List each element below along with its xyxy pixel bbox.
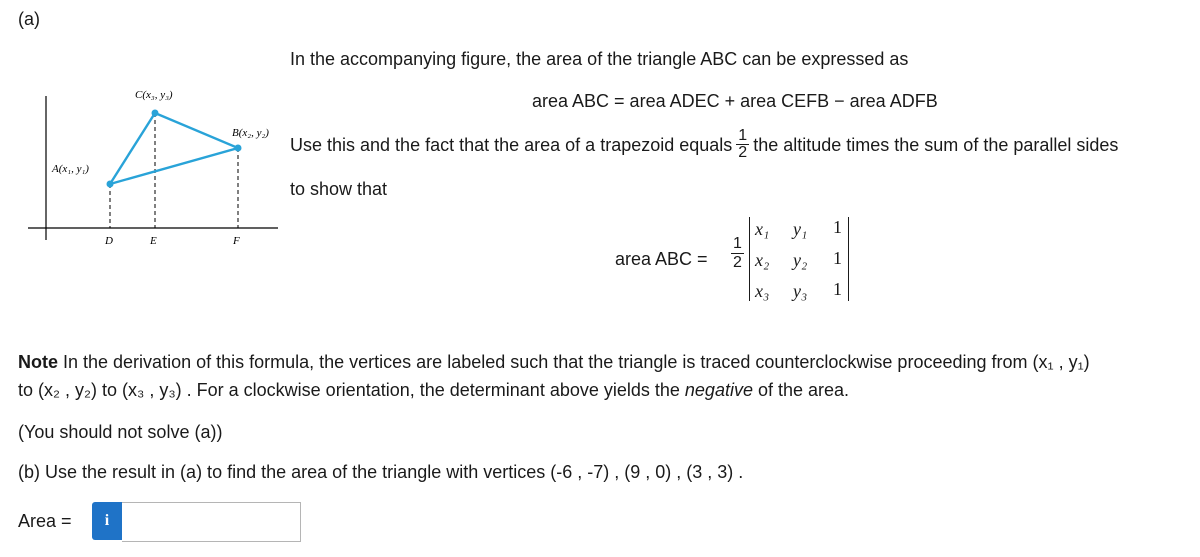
no-solve-text: (You should not solve (a)): [18, 422, 223, 442]
formula-lhs: area ABC =: [615, 249, 708, 269]
determinant-formula: [615, 215, 865, 305]
area-label: Area =: [18, 511, 72, 531]
triangle-figure: [28, 80, 288, 260]
note-negative: negative: [684, 380, 753, 400]
formula-numerator: 1: [733, 235, 742, 252]
label-c: C(x₃, y₃): [135, 89, 173, 101]
vertex-c: [152, 110, 159, 117]
area-answer-input[interactable]: [122, 502, 301, 542]
fraction-denominator: 2: [738, 144, 748, 161]
vertex-b: [235, 145, 242, 152]
note-bold: Note: [18, 352, 58, 372]
label-b: B(x₂, y₂): [232, 127, 269, 139]
note-line2-pre: to (x₂ , y₂) to (x₃ , y₃) . For a clockwise orientation, the determinant above yields the: [18, 380, 685, 400]
intro-text: In the accompanying figure, the area of the triangle ABC can be expressed as: [290, 49, 909, 69]
trapezoid-text-after: the altitude times the sum of the parallel sides: [753, 134, 1119, 155]
vertex-a: [107, 181, 114, 188]
part-a-label: (a): [18, 9, 40, 29]
trapezoid-sentence: [290, 128, 1118, 161]
label-f: F: [233, 235, 240, 247]
show-that-text: to show that: [290, 179, 388, 199]
det-cell-x1: x₁: [755, 219, 770, 239]
label-d: D: [105, 235, 113, 247]
info-icon[interactable]: i: [92, 502, 122, 540]
det-cell-y3: y₃: [793, 281, 808, 301]
trapezoid-text-before: Use this and the fact that the area of a trapezoid equals: [290, 134, 733, 155]
note-line2-post: of the area.: [752, 380, 850, 400]
one-half-fraction: [736, 128, 749, 161]
det-left-bar: [749, 217, 750, 301]
det-cell-x2: x₂: [755, 250, 770, 270]
formula-fraction: [731, 235, 744, 272]
det-cell-one-2: 1: [833, 248, 842, 268]
det-right-bar: [848, 217, 849, 301]
det-cell-x3: x₃: [755, 281, 770, 301]
note-line1-text: In the derivation of this formula, the vertices are labeled such that the triangle is traced counterclockwise proceeding from (x₁ , y₁): [58, 352, 1090, 372]
note-line-2: [18, 379, 849, 401]
triangle-abc: [110, 113, 238, 184]
part-b-question: (b) Use the result in (a) to find the area of the triangle with vertices (-6 , -7) , (9 , 0) , (3 , 3) .: [18, 462, 744, 482]
det-cell-y2: y₂: [793, 250, 808, 270]
fraction-numerator: 1: [738, 127, 748, 144]
label-a: A(x₁, y₁): [52, 163, 89, 175]
formula-denominator: 2: [733, 254, 742, 271]
label-e: E: [150, 235, 157, 247]
note-line-1: [18, 351, 1090, 373]
det-cell-y1: y₁: [793, 219, 808, 239]
det-cell-one-1: 1: [833, 217, 842, 237]
area-equation: area ABC = area ADEC + area CEFB − area ADFB: [532, 91, 938, 111]
det-cell-one-3: 1: [833, 279, 842, 299]
